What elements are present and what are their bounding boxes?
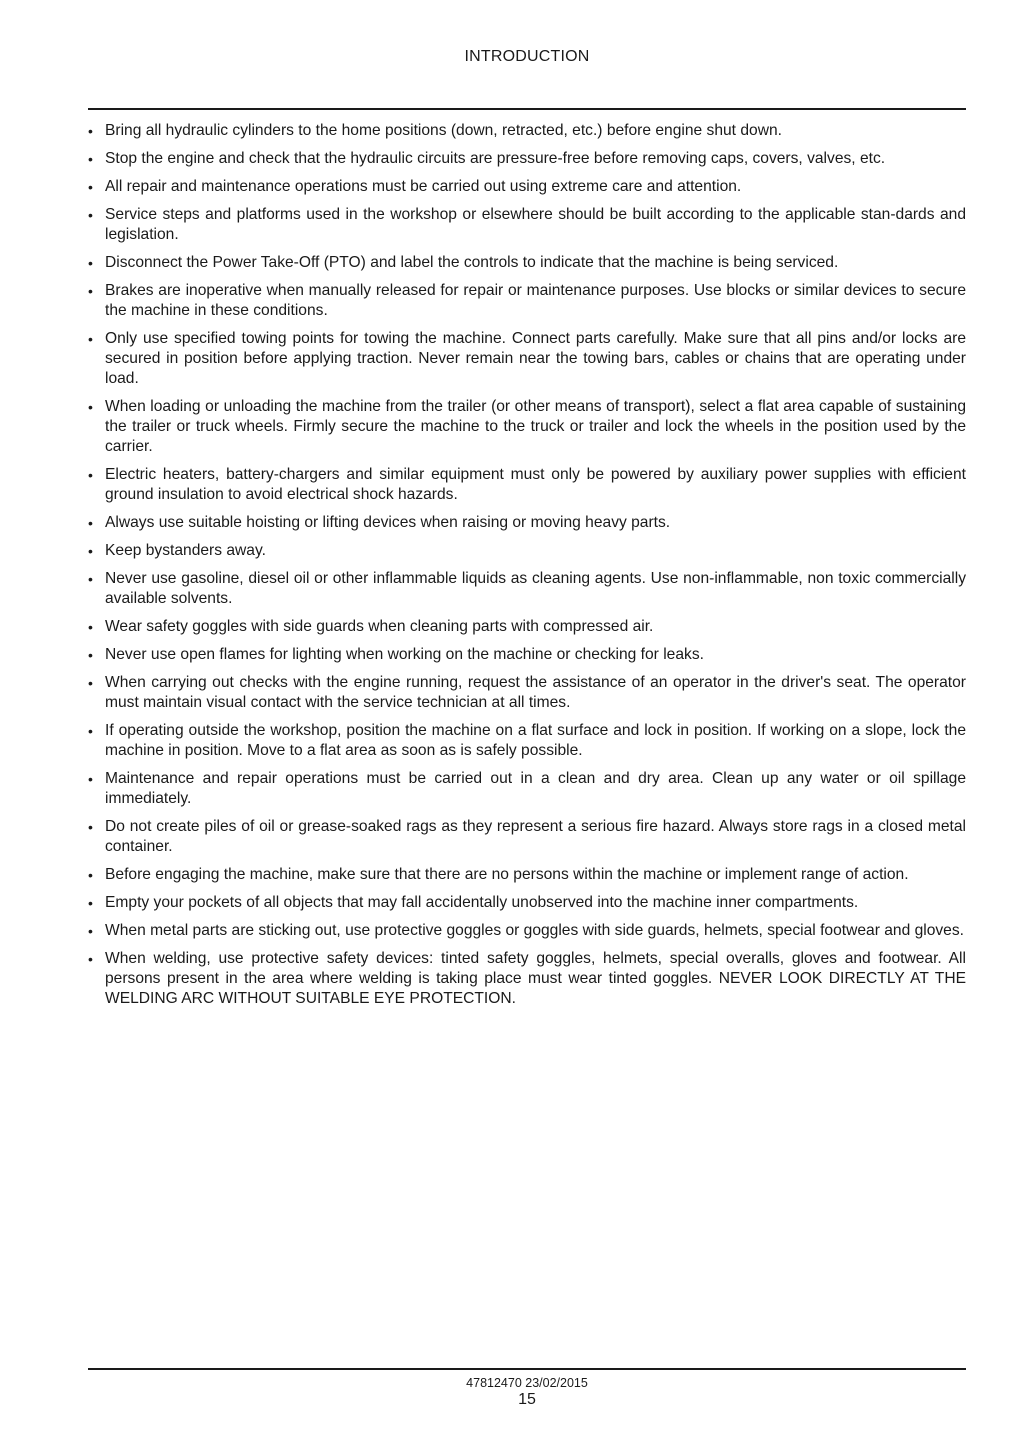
list-item-text: When carrying out checks with the engine running, request the assistance of an operator in the driver's seat. The operator must maintain visual contact with the service technician at all times.	[105, 674, 966, 711]
list-item	[88, 205, 966, 245]
bullet-icon: •	[88, 647, 93, 663]
list-item-text: Bring all hydraulic cylinders to the home positions (down, retracted, etc.) before engine shut down.	[105, 122, 782, 139]
list-item	[88, 149, 966, 169]
list-item	[88, 465, 966, 505]
list-item-text: Stop the engine and check that the hydraulic circuits are pressure-free before removing caps, covers, valves, etc.	[105, 150, 886, 167]
bullet-icon: •	[88, 331, 93, 347]
list-item	[88, 513, 966, 533]
list-item	[88, 817, 966, 857]
bullet-icon: •	[88, 675, 93, 691]
bullet-icon: •	[88, 923, 93, 939]
list-item	[88, 721, 966, 761]
list-item-text: Brakes are inoperative when manually released for repair or maintenance purposes. Use blocks or similar devices to secure the machine in these conditions.	[105, 282, 966, 319]
bullet-icon: •	[88, 543, 93, 559]
list-item-text: If operating outside the workshop, position the machine on a flat surface and lock in position. If working on a slope, lock the machine in position. Move to a flat area as soon as is safely possible.	[105, 722, 966, 759]
bullet-icon: •	[88, 151, 93, 167]
header-divider	[88, 108, 966, 110]
bullet-icon: •	[88, 207, 93, 223]
bullet-icon: •	[88, 723, 93, 739]
bullet-icon: •	[88, 515, 93, 531]
bullet-icon: •	[88, 399, 93, 415]
bullet-icon: •	[88, 867, 93, 883]
list-item	[88, 617, 966, 637]
list-item	[88, 121, 966, 141]
bullet-icon: •	[88, 771, 93, 787]
list-item-text: Do not create piles of oil or grease-soaked rags as they represent a serious fire hazard. Always store rags in a closed metal container.	[105, 818, 966, 855]
list-item-text: Service steps and platforms used in the workshop or elsewhere should be built according to the applicable stan-dards and legislation.	[105, 206, 966, 243]
list-item	[88, 397, 966, 457]
list-item-text: Never use gasoline, diesel oil or other inflammable liquids as cleaning agents. Use non-inflammable, non toxic commercially available solvents.	[105, 570, 966, 607]
list-item-text: Disconnect the Power Take-Off (PTO) and label the controls to indicate that the machine is being serviced.	[105, 254, 839, 271]
safety-bullet-list	[88, 121, 966, 1017]
list-item	[88, 569, 966, 609]
bullet-icon: •	[88, 819, 93, 835]
bullet-icon: •	[88, 571, 93, 587]
list-item-text: Wear safety goggles with side guards when cleaning parts with compressed air.	[105, 618, 654, 635]
list-item-text: When loading or unloading the machine from the trailer (or other means of transport), select a flat area capable of sustaining the trailer or truck wheels. Firmly secure the machine to the truck or trailer and lock the wheels in the position used by the carrier.	[105, 398, 966, 455]
bullet-icon: •	[88, 123, 93, 139]
footer-divider	[88, 1368, 966, 1370]
list-item-text: Maintenance and repair operations must be carried out in a clean and dry area. Clean up any water or oil spillage immediately.	[105, 770, 966, 807]
list-item	[88, 177, 966, 197]
list-item-text: When metal parts are sticking out, use protective goggles or goggles with side guards, helmets, special footwear and gloves.	[105, 922, 964, 939]
list-item	[88, 769, 966, 809]
bullet-icon: •	[88, 619, 93, 635]
bullet-icon: •	[88, 895, 93, 911]
list-item-text: Never use open flames for lighting when working on the machine or checking for leaks.	[105, 646, 704, 663]
bullet-icon: •	[88, 467, 93, 483]
list-item	[88, 541, 966, 561]
list-item	[88, 329, 966, 389]
list-item	[88, 281, 966, 321]
page-header-title: INTRODUCTION	[464, 48, 590, 65]
list-item-text: Only use specified towing points for towing the machine. Connect parts carefully. Make sure that all pins and/or locks are secured in position before applying traction. Never remain near the towing bars, cables or chains that are operating under load.	[105, 330, 966, 387]
list-item-text: Electric heaters, battery-chargers and similar equipment must only be powered by auxiliary power supplies with efficient ground insulation to avoid electrical shock hazards.	[105, 466, 966, 503]
bullet-icon: •	[88, 283, 93, 299]
footer-page-number: 15	[518, 1391, 536, 1408]
list-item	[88, 253, 966, 273]
list-item	[88, 921, 966, 941]
list-item-text: When welding, use protective safety devices: tinted safety goggles, helmets, special overalls, gloves and footwear. All persons present in the area where welding is taking place must wear tinted goggles. NEVER LOOK DIRECTLY AT THE WELDING ARC WITHOUT SUITABLE EYE PROTECTION.	[105, 950, 966, 1007]
list-item	[88, 645, 966, 665]
bullet-icon: •	[88, 951, 93, 967]
list-item-text: All repair and maintenance operations must be carried out using extreme care and attention.	[105, 178, 742, 195]
list-item	[88, 949, 966, 1009]
list-item	[88, 893, 966, 913]
bullet-icon: •	[88, 179, 93, 195]
bullet-icon: •	[88, 255, 93, 271]
list-item-text: Keep bystanders away.	[105, 542, 266, 559]
footer-document-reference: 47812470 23/02/2015	[466, 1376, 588, 1390]
list-item-text: Before engaging the machine, make sure that there are no persons within the machine or implement range of action.	[105, 866, 909, 883]
list-item	[88, 673, 966, 713]
list-item-text: Always use suitable hoisting or lifting devices when raising or moving heavy parts.	[105, 514, 671, 531]
list-item	[88, 865, 966, 885]
list-item-text: Empty your pockets of all objects that may fall accidentally unobserved into the machine inner compartments.	[105, 894, 859, 911]
